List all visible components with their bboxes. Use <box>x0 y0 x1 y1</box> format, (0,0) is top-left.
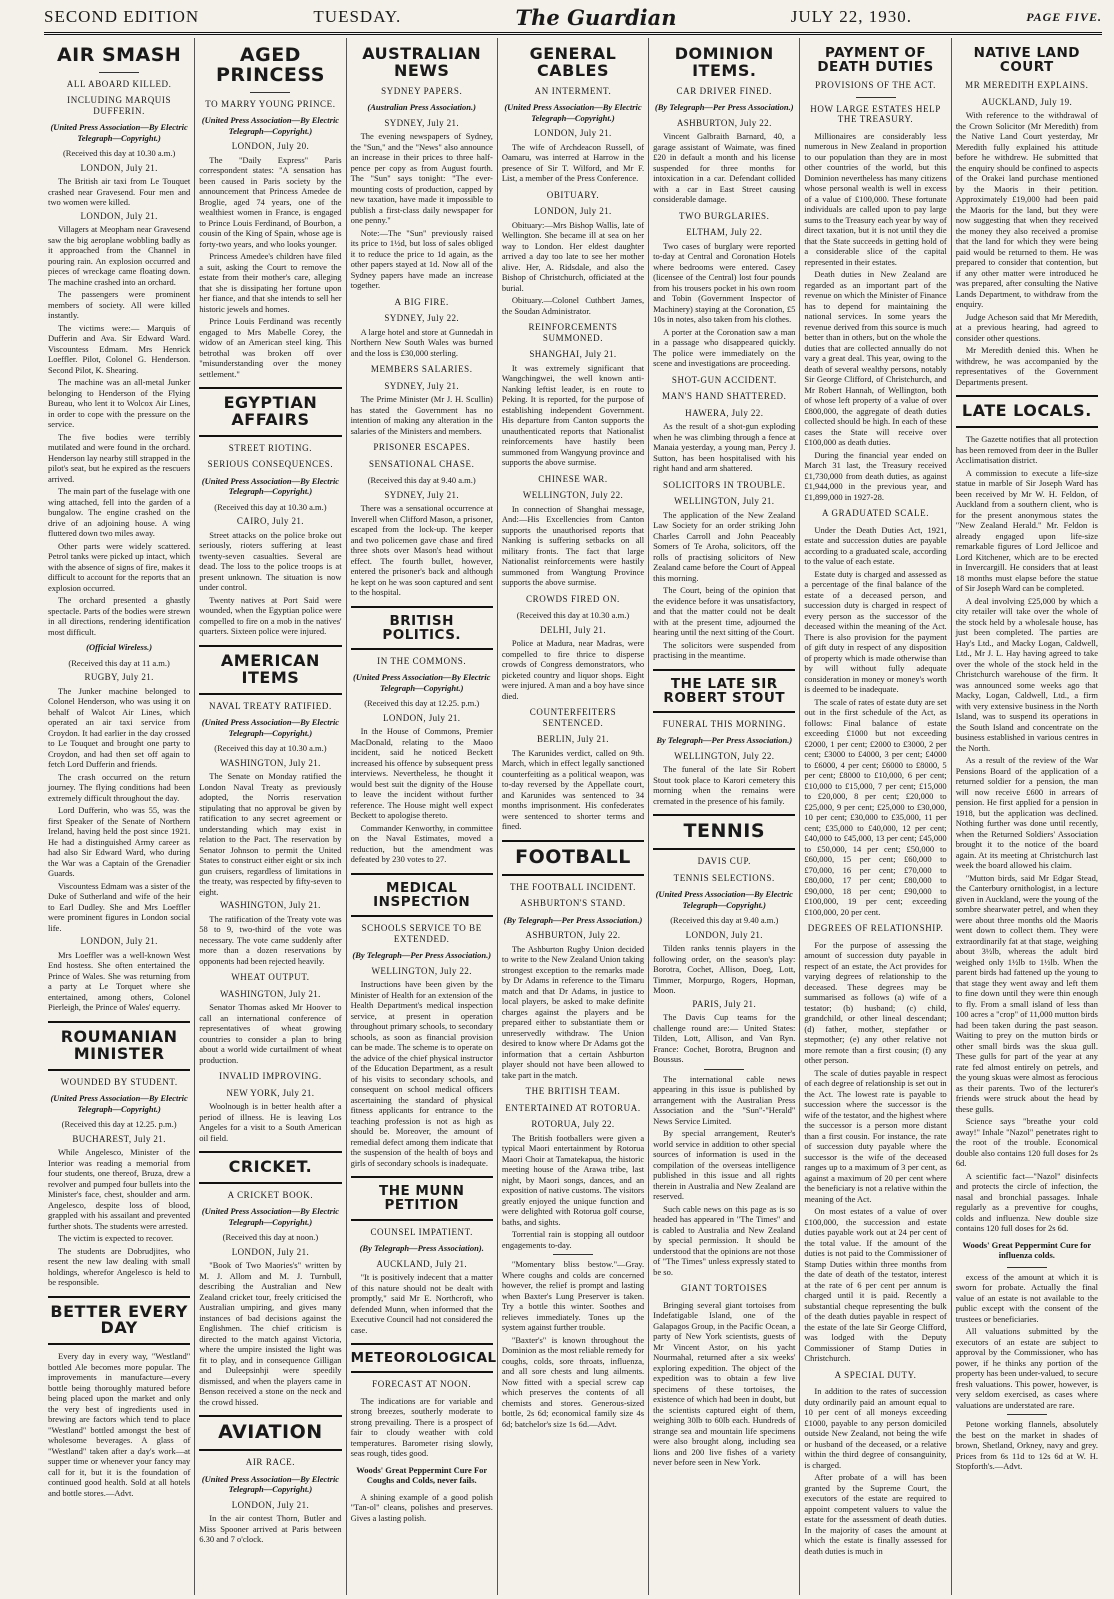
edition-label: SECOND EDITION <box>44 7 200 26</box>
subheading: FORECAST AT NOON. <box>372 1379 472 1390</box>
dateline: ASHBURTON, July 22. <box>676 117 772 128</box>
paragraph: A porter at the Coronation saw a man in a passage who disappeared quickly. The police were immediately on the scene and investigations are proceeding. <box>653 326 796 369</box>
paragraph: The scale of rates of estate duty are set out in the first schedule of the Act, as follows: Final balance of estate exceeding £1000 but not exceeding £2000, 1 per cent; £2000 to £3000, 2 per cent; £3000 to £4000, 3 per cent; £4000 to £6000, 4 per cent; £6000 to £8000, 5 per cent; £8000 to £10,000, 6 per cent; £10,000 to £15,000, 7 per cent; £15,000 to £20,000, 8 per cent; £20,000 to £25,000, 9 per cent; £25,000 to £30,000, 10 per cent; £30,000 to £35,000, 11 per cent; £35,000 to £40,000, 12 per cent; £40,000 to £45,000, 13 per cent; £45,000 to £50,000, 14 per cent; £50,000 to £60,000, 15 per cent; £60,000 to £70,000, 16 per cent; £70,000 to £80,000, 17 per cent; £80,000 to £90,000, 18 per cent; £90,000 to £100,000, 19 per cent; exceeding £100,000, 20 per cent. <box>804 696 947 917</box>
day-label: TUESDAY. <box>313 7 402 26</box>
dateline: SYDNEY, July 22. <box>384 313 460 324</box>
paragraph: In the House of Commons, Premier MacDonald, relating to the Maoo incident, said he noticed Beckett increased his offence by subsequent press interviews. Nevertheless, he thought it would best suit the dignity of the House to leave the incident without further reference. The House might well expect Beckett to apologise thereto. <box>350 726 493 821</box>
headline: MEDICAL INSPECTION <box>351 873 493 917</box>
credit-line: (United Press Association—By Electric Telegraph—Copyright.) <box>201 1473 340 1495</box>
subheading: ALL ABOARD KILLED. <box>66 78 172 89</box>
subheading: MEMBERS SALARIES. <box>370 364 473 375</box>
subheading: REINFORCEMENTS SUMMONED. <box>528 322 618 343</box>
dateline: LONDON, July 21. <box>231 1246 310 1257</box>
paragraph: The scale of duties payable in respect of each degree of relationship is set out in the Act. The lowest rate is payable to succession where the successor is the wife of the testator, and the highest where the successor is a person more distant than a first cousin. For instance, the rate of succession duty payable where the successor is the wife of the deceased ranges up to a maximum of 3 per cent, as against a maximum of 20 per cent where the beneficiary is not a relative within the meaning of the Act. <box>804 1067 947 1204</box>
dateline: CAIRO, July 21. <box>236 516 304 527</box>
credit-line: (United Press Association—By Electric Telegraph—Copyright.) <box>201 475 340 497</box>
paragraph: The wife of Archdeacon Russell, of Oamaru, was interred at Harrow in the presence of Sir T. Wilford, and Mr F. List, a member of the Press Conference. <box>501 141 645 184</box>
paragraph: The Senate on Monday ratified the London Naval Treaty as previously adopted, the Norris reservation stipulating that no approval be given by ratification to any secret agreement or understanding which may exist in relation to the Pact. The reservation by Senator Johnson to permit the United States to construct either eight or six inch gun cruisers, regardless of limitations in the treaty, was respected by fifty-seven to eight. <box>199 771 342 897</box>
headline: AIR SMASH <box>56 44 182 66</box>
paragraph: The victim is expected to recover. <box>58 1233 174 1244</box>
divider <box>99 72 139 73</box>
dateline: WASHINGTON, July 21. <box>220 988 321 999</box>
newspaper-title: The Guardian <box>515 4 677 30</box>
paragraph: During the financial year ended on March 31 last, the Treasury received £1,730,000 from death duties, as against £1,944,000 in the previous year, and £1,899,000 in 1927-28. <box>804 449 947 502</box>
dateline: BERLIN, July 21. <box>537 734 609 745</box>
paragraph: "Momentary bliss bestow."—Gray. Where coughs and colds are concerned however, the relief is prompt and lasting when Baxter's Lung Preserver is taken. Try a bottle this winter. Soothes and relieves immediately. Tones up the system against further trouble. <box>501 1259 645 1333</box>
paragraph: As a result of the review of the War Pensions Board of the application of a returned soldier for a pension, the man will now receive £600 in arrears of pension. He first applied for a pension in 1918, but the application was declined. Nothing further was done until recently, when the Returned Soldiers' Association brought it to the notice of the board again. At its meeting at Christchurch last week the board allowed his claim. <box>955 755 1098 871</box>
paragraph: Torrential rain is stopping all outdoor engagements to-day. <box>501 1229 645 1250</box>
dateline: SYDNEY, July 21. <box>384 489 460 500</box>
subheading: SOLICITORS IN TROUBLE. <box>662 479 786 490</box>
headline: AMERICAN ITEMS <box>199 645 341 695</box>
paragraph: The ratification of the Treaty vote was 58 to 9, two-third of the vote was necessary. The vote came suddenly after more than a dozen reservations by opponents had been rejected heavily. <box>199 913 342 966</box>
subheading: SENSATIONAL CHASE. <box>368 458 475 469</box>
paragraph: A commission to execute a life-size statue in marble of Sir Joseph Ward has been received by Mr W. H. Feldon, of Auckland from a southern client, who is for the present anonymous states the "New Zealand Herald." Mr. Feldon is already engaged upon life-size remarkable figures of Lord Jellicoe and Lord Kitchener, which are to be erected in Invercargill. He considers that at least 18 months must elapse before the statue of Sir Joseph Ward can be completed. <box>955 467 1098 594</box>
subheading: NAVAL TREATY RATIFIED. <box>209 700 332 711</box>
paragraph: The students are Dobrudjites, who resent the new law dealing with small holdings, wherefor Angelesco is held to be responsible. <box>48 1245 191 1288</box>
subheading: MR MEREDITH EXPLAINS. <box>965 80 1089 91</box>
paragraph: Woolnough is in better health after a period of illness. He is leaving Los Angeles for a visit to a South American oil field. <box>199 1101 342 1143</box>
paragraph: All valuations submitted by the executors of an estate are subject to approval by the Commissioner, who has power, if he thinks any portion of the property has been under-valued, to secure fresh valuations. This power, however, is very seldom exercised, as cases where valuations are understated are rare. <box>955 1326 1098 1410</box>
received-line: (Received this day at 11 a.m.) <box>68 657 170 668</box>
divider <box>856 97 896 98</box>
credit-line: (United Press Association—By Electric Telegraph—Copyright.) <box>201 717 340 738</box>
paragraph: While Angelesco, Minister of the Interior was reading a memorial from four students, one thereof, Bruza, drew a revolver and pumped four bullets into the Minister's face, chest, shoulder and arm. Angelesco, despite loss of blood, grappled with his assailant and prevented further shots. The students were arrested. <box>48 1147 191 1231</box>
paragraph: Commander Kenworthy, in committee on the Naval Estimates, moved a reduction, but the amendment was defeated by 230 votes to 27. <box>350 822 493 865</box>
paragraph: The Ashburton Rugby Union decided to write to the New Zealand Union taking strongest exception to the remarks made by Dr Adams in reference to the Timaru match and that Dr Adams, in justice to local players, be asked to make definite charges against the players and be prepared either to substantiate them or unreservedly withdraw. The Union desired to know where Dr Adams got the information that a certain Ashburton player should not have been allowed to take part in the match. <box>501 943 645 1080</box>
subheading: COUNSEL IMPATIENT. <box>370 1226 473 1237</box>
column-2 <box>194 38 345 1595</box>
subheading: PROVISIONS OF THE ACT. <box>815 80 936 91</box>
subheading: AIR RACE. <box>245 1457 296 1468</box>
paragraph: The application of the New Zealand Law Society for an order striking John Charles Carroll and John Peaceably Somers of Te Aroha, solicitors, off the rolls of practising solicitors of New Zealand came before the Court of Appeal this morning. <box>653 509 796 583</box>
paragraph: Mrs Loeffler was a well-known West End hostess. She often entertained the Prince of Wales. She was returning from a party at Le Torquet where she entertained, among others, Colonel Pierleigh, the Prince of Wales' equerry. <box>48 949 191 1013</box>
paragraph: Bringing several giant tortoises from Indefatigable Island, one of the Galapagos Group, in the Pacific Ocean, a party of New York scientists, guests of Mr Vincent Astor, on his yacht Nourmahal, returned after a six weeks' exploring expedition. The object of the expedition was to obtain a few live specimens of these tortoises, the existence of which had been in doubt, but the scientists captured eight of them, weighing 30lb to 60lb each. Hundreds of strange sea and mountain life specimens were also brought along, including sea lions and 200 live fishes of a variety never before seen in New York. <box>653 1299 796 1468</box>
subheading: INCLUDING MARQUIS DUFFERIN. <box>67 95 172 116</box>
subheading: SERIOUS CONSEQUENCES. <box>207 459 334 470</box>
credit-line: (United Press Association—By Electric Telegraph—Copyright.) <box>50 122 188 143</box>
paragraph: The passengers were prominent members of society. All were killed instantly. <box>48 289 191 321</box>
paragraph: The Gazette notifies that all protection has been removed from deer in the Buller Acclimatisation district. <box>955 434 1098 466</box>
divider <box>553 1254 593 1255</box>
received-line: (Received this day at 12.25. p.m.) <box>61 1119 177 1130</box>
subheading: A BIG FIRE. <box>394 296 449 307</box>
paragraph: Every day in every way, "Westland" bottled Ale becomes more popular. The improvements in manufacture—every bottle being thoroughly matured before being placed upon the market and only the very best of ingredients used in brewing are factors which tend to place "Westland" bottled amongst the best of wholesome beverages. A glass of "Westland" taken after a day's work—at supper time or whenever your fancy may call for it, but it is the foundation of continued good health. Sold at all hotels and bottle stores.—Advt. <box>48 1351 191 1498</box>
paragraph: Mr Meredith denied this. When he withdrew, he was accompanied by the representatives of the Government Departments present. <box>955 345 1098 387</box>
paragraph: A scientific fact—"Nazol" disinfects and protects the circle of infection, the nasal and bronchial passages. Inhale regularly as a preventive for coughs, colds and influenza. New double size contains 120 full doses for 2s 6d. <box>955 1170 1098 1234</box>
paragraph: Millionaires are considerably less numerous in New Zealand in proportion to our population than they are in most other countries of the world, but this Dominion nevertheless has many citizens whose personal wealth is well in excess of a value of £100,000. These fortunate individuals are called upon to pay large sums to the Treasury each year by way of direct taxation, but it is not until they die that the State succeeds in getting hold of a considerable slice of the capital represented in their estates. <box>804 130 947 267</box>
subheading: THE BRITISH TEAM. <box>525 1086 621 1097</box>
headline: BRITISH POLITICS. <box>351 606 493 650</box>
masthead <box>44 2 1102 35</box>
headline: TENNIS <box>653 814 795 850</box>
paragraph: A large hotel and store at Gunnedah in Northern New South Wales was burned and the loss is £30,000 sterling. <box>350 326 493 358</box>
headline: LATE LOCALS. <box>956 395 1098 428</box>
credit-line: (United Press Association—By Electric Telegraph—Copyright.) <box>504 102 642 123</box>
headline: AUSTRALIAN NEWS <box>362 44 482 80</box>
paragraph: As the result of a shot-gun exploding when he was climbing through a fence at Manaia yesterday, a young man, Percy J. Sutton, has been hospitalised with his right hand and arm shattered. <box>653 421 796 474</box>
date-label: JULY 22, 1930. <box>790 7 912 26</box>
paragraph: The crash occurred on the return journey. The flying conditions had been extremely difficult throughout the day. <box>48 771 191 803</box>
dateline: AUCKLAND, July 21. <box>376 1258 468 1269</box>
paragraph: The Prime Minister (Mr J. H. Scullin) has stated the Government has no intention of making any alteration in the salaries of the Ministers and members. <box>350 394 493 436</box>
subheading: STREET RIOTING. <box>228 442 313 453</box>
dateline: ASHBURTON, July 22. <box>525 930 621 941</box>
paragraph: The British air taxi from Le Touquet crashed near Gravesend. Four men and two women were killed. <box>48 176 191 208</box>
headline: GENERAL CABLES <box>529 44 617 80</box>
paragraph: The Junker machine belonged to Colonel Henderson, who was using it on behalf of Walcot Air Lines, which operated an air taxi service from Croydon. It had earlier in the day crossed to Le Touquet and brought one party to Croydon, and had then set off again to fetch Lord Dufferin and friends. <box>48 685 191 770</box>
paragraph: Tilden ranks tennis players in the following order, on the season's play: Borotra, Cochet, Allison, Doeg, Lott, Timmer, Morpurgo, Rogers, Hopman, Moon. <box>653 943 796 996</box>
credit-line: (United Press Association—By Electric Telegraph—Copyright.) <box>353 672 491 693</box>
credit-line: (United Press Association—By Electric Telegraph—Copyright.) <box>655 889 793 910</box>
paragraph: Estate duty is charged and assessed as a percentage of the final balance of the estate of a deceased person, and succession duty is charged in respect of every person as the successor of the deceased within the meaning of the Act. There is also provision for the payment of gift duty in respect of any disposition of property which is made otherwise than by will without fully adequate consideration in money or money's worth is deemed to be inadequate. <box>804 568 947 695</box>
paragraph: The indications are for variable and strong breezes, southerly moderate to strong prevailing. There is a prospect of fair to cloudy weather with cold temperatures. Barometer rising slowly, seas rough, tides good. <box>350 1395 493 1459</box>
paragraph: Obituary:—Mrs Bishop Wallis, late of Wellington. She became ill at sea on her way to London. Her eldest daughter arrived a day too late to see her mother alive. Her, A. Ridsdale, and also the Bishop of Christchurch, officiated at the burial. <box>501 219 645 293</box>
subheading: A SPECIAL DUTY. <box>834 1369 917 1380</box>
dateline: LONDON, July 21. <box>231 1499 310 1510</box>
paragraph: A deal involving £25,000 by which a city retailer will take over the whole of the stock held by a wholesale house, has just been completed. The parties are Hay's Ltd., and Macky Logan, Caldwell, Ltd., Mr J. L. Hay having agreed to take over the whole of the stock held in the Christchurch warehouse of the firm. It was announced some weeks ago that Macky, Logan, Caldwell, Ltd., a firm with very extensive business in the North Island, was to suspend its operations in the South Island and concentrate on the business established in various centres in the North. <box>955 595 1098 753</box>
column-1 <box>44 38 194 1595</box>
headline: ROUMANIAN MINISTER <box>48 1021 190 1071</box>
subheading: CAR DRIVER FINED. <box>676 85 772 96</box>
dateline: NEW YORK, July 21. <box>226 1087 315 1098</box>
paragraph: Police at Madura, near Madras, were compelled to fire thrice to disperse crowds of Congress demonstrators, who picketed country and liquor shops. Eight were injured. A man and a boy have since died. <box>501 638 645 701</box>
paragraph: Prince Louis Ferdinand was recently engaged to Mrs Mabelle Corey, the widow of an American steel king. This betrothal was broken off over "misunderstanding over the money settlement." <box>199 316 342 379</box>
dateline: ROTORUA, July 22. <box>531 1119 615 1130</box>
paragraph: Villagers at Meopham near Gravesend saw the big aeroplane wobbling badly as it approached from the Channel in pouring rain. An explosion occurred and pieces of wreckage came floating down. The machine crashed into an orchard. <box>48 224 191 287</box>
headline: CRICKET. <box>199 1151 341 1184</box>
credit-line: (By Telegraph—Per Press Association.) <box>654 102 794 113</box>
headline: METEOROLOGICAL <box>351 1343 493 1373</box>
dateline: LONDON, July 20. <box>231 141 310 152</box>
subheading: HOW LARGE ESTATES HELP THE TREASURY. <box>810 103 941 125</box>
paragraph: Princess Amedee's children have filed a suit, asking the Court to remove the estate from their mother's care, alleging that she is dissipating her fortune upon her fiance, and that she intends to sell her historic jewels and homes. <box>199 251 342 314</box>
paragraph: excess of the amount at which it is sworn for probate. Actually the final value of an estate is not available to the public except with the consent of the trustees or beneficiaries. <box>955 1271 1098 1324</box>
paragraph: Science says "breathe your cold away!" Inhale "Nazol" penetrates right to the root of the trouble. Economical double also contains 120 full doses for 2s 6d. <box>955 1116 1098 1169</box>
advertisement: Woods' Great Peppermint Cure For Coughs and Colds, never fails. <box>356 1464 488 1486</box>
credit-line: (United Press Association—By Electric Telegraph—Copyright.) <box>201 115 340 136</box>
subheading: OBITUARY. <box>546 189 600 200</box>
paragraph: The orchard presented a ghastly spectacle. Parts of the bodies were strewn in all directions, rendering identification most difficult. <box>48 595 191 637</box>
headline: AGED PRINCESS <box>215 44 325 86</box>
paragraph: Street attacks on the police broke out seriously, rioters suffering at least twenty-seven casualties. Several are dead. The loss to the police troops is at present unknown. The situation is now under control. <box>199 529 342 593</box>
paragraph: The machine was an all-metal Junker belonging to Henderson of the Flying Bureau, who lent it to Wolcox Air Lines, in order to cope with the pressure on the service. <box>48 377 191 430</box>
subheading: TO MARRY YOUNG PRINCE. <box>205 98 336 109</box>
dateline: LONDON, July 21. <box>685 929 763 940</box>
paragraph: "Mutton birds, said Mr Edgar Stead, the Canterbury ornithologist, in a lecture given in Auckland, were the young of the sombre shearwater petrel, and when they were about three months old the Maoris went down to collect them. They were extraordinarily fat at that stage, weighing about 3½lb, whereas the adult bird weighed only 1½lb to 1½lb. When the parent birds had fattened up the young to that stage they went away and left them to fine down until they were thin enough to fly. From a small island of less than 100 acres a "crop" of 11,000 mutton birds had been taken during the past season. Waiting to prey on the mutton birds or other small birds was the skua gull. These gulls for part of the year at any rate fed almost entirely on petrels, and the young skuas were almost as ferocious as their parents. Two of the lecturer's friends were struck about the head by these gulls. <box>955 872 1098 1114</box>
subheading: AN INTERMENT. <box>534 85 612 96</box>
paragraph: The victims were:— Marquis of Dufferin and Ava. Sir Edward Ward. Viscountess Edmam. Mrs Henrick Loeffler. Pilot, Colonel G. Henderson. Second Pilot, K. Shearing. <box>48 322 191 375</box>
paragraph: With reference to the withdrawal of the Crown Solicitor (Mr Meredith) from the Native Land Court yesterday, Mr Meredith fully explained his attitude before he withdrew. He submitted that the enquiry should be confined to aspects of the Orakei land purchase mentioned by the Maoris in their petition. Approximately £19,000 had been paid the Maoris for the land, but they were now suggesting that when they received the money they also received a promise that the land for which they were being paid would be returned to them. He was prepared to consider that contention, but if any other matter were introduced he was prepared, after consulting the Native Lands Department, to withdraw from the enquiry. <box>955 110 1098 310</box>
paragraph: Viscountess Edmam was a sister of the Duke of Sutherland and wife of the heir to Earl Dudley. She and Mrs Loeffler were prominent figures in London social life. <box>48 880 191 933</box>
paragraph: Judge Acheson said that Mr Meredith, at a previous hearing, had agreed to consider other questions. <box>955 311 1098 343</box>
paragraph: In connection of Shanghai message, And:—His Excellencies from Canton supports the unauthorised reports that Nanking is suffering setbacks on all military fronts. The fact that large Nationalist reinforcements were hastily summoned from Wangtung Province supports the above surmise. <box>501 503 645 588</box>
dateline: LONDON, July 21. <box>534 206 612 217</box>
subheading: WOUNDED BY STUDENT. <box>60 1076 178 1087</box>
received-line: (Received this day at 12.25. p.m.) <box>364 698 480 709</box>
paragraph: "Book of Two Maories's" written by M. J. Allom and M. J. Turnbull, describing the Australian and New Zealand cricket tour, freely criticised the Australian umpiring, and gives many instances of bad decisions against the Englishmen. The chief criticism is directed to the match against Victoria, where the umpire insisted the light was fit to play, and in consequence Gilligan and Duleepsinhji were speedily dismissed, and when the players came in Benson received a stone on the neck and the crowd hissed. <box>199 1260 342 1407</box>
paragraph: The Court, being of the opinion that the evidence before it was unsatisfactory, and that the matter could not be dealt with at the present time, adjourned the hearing until the next sitting of the Court. <box>653 585 796 638</box>
headline: BETTER EVERY DAY <box>48 1296 190 1346</box>
paragraph: Petone working flannels, absolutely the best on the market in shades of brown, Shetland, Orkney, navy and grey. Prices from 6s 11d to 12s 6d at W. H. Stopforth's.—Advt. <box>955 1419 1098 1472</box>
received-line: (Received this day at 10.30 a.m.) <box>214 501 327 512</box>
credit-line: (Official Wireless.) <box>86 642 153 653</box>
headline: FOOTBALL <box>502 840 644 876</box>
paragraph: The solicitors were suspended from practising in the meantime. <box>653 639 796 661</box>
credit-line: (By Telegraph—Press Association). <box>359 1243 484 1254</box>
paragraph: Note:—The "Sun" previously raised its price to 1½d, but loss of sales obliged it to reduce the price to 1d again, as the other papers stayed at 1d. Now all of the Sydney papers have made an increase together. <box>350 227 493 291</box>
paragraph: Lord Dufferin, who was 55, was the first Speaker of the Senate of Northern Ireland, having held the post since 1921. He had a distinguished Army career as had also Sir Edward Ward, who during the War was a Captain of the Grenadier Guards. <box>48 805 191 879</box>
headline: AVIATION <box>199 1415 341 1451</box>
paragraph: By special arrangement, Reuter's world service in addition to other special sources of information is used in the compilation of the overseas intelligence published in this issue and all rights therein in Australia and New Zealand are reserved. <box>653 1128 796 1202</box>
subheading: SHOT-GUN ACCIDENT. <box>671 374 777 385</box>
paragraph: The funeral of the late Sir Robert Stout took place to Karori cemetery this morning when the remains were cremated in the presence of his family. <box>653 764 796 806</box>
column-6 <box>799 38 950 1595</box>
subheading: PRISONER ESCAPES. <box>373 442 471 453</box>
paragraph: Twenty natives at Port Said were wounded, when the Egyptian police were compelled to fire on a mob in the natives' quarters. Sixteen police were injured. <box>199 594 342 637</box>
paragraph: In the air contest Thorn, Butler and Miss Spooner arrived at Paris between 6.30 and 7 o'clock. <box>199 1513 342 1545</box>
headline: THE LATE SIR ROBERT STOUT <box>653 669 795 713</box>
paragraph: For the purpose of assessing the amount of succession duty payable in respect of an estate, the Act provides for varying degrees of relationship to the deceased. These degrees may be summarised as follows (a) wife of a testator; (b) husband; (c) child, grandchild, or other lineal descendant; (d) father, mother, stepfather or stepmother; (e) any other relative not more remote than a first cousin; (f) any other person. <box>804 939 947 1066</box>
headline: NATIVE LAND COURT <box>973 45 1080 76</box>
subheading: A GRADUATED SCALE. <box>822 508 930 519</box>
received-line: (Received this day at 9.40 a.m.) <box>670 915 779 926</box>
dateline: ELTHAM, July 22. <box>686 227 763 238</box>
received-line: (Received this day at 10.30 a.m.) <box>62 148 176 159</box>
divider <box>704 1069 744 1070</box>
dateline: DELHI, July 21. <box>539 624 606 635</box>
dateline: WASHINGTON, July 21. <box>220 757 321 768</box>
columns <box>44 38 1102 1595</box>
dateline: SYDNEY, July 21. <box>384 117 460 128</box>
credit-line: (United Press Association—By Electric Telegraph—Copyright.) <box>201 1206 340 1227</box>
column-3 <box>346 38 497 1595</box>
divider <box>250 92 290 93</box>
dateline: WELLINGTON, July 22. <box>674 750 775 761</box>
subheading: CHINESE WAR. <box>538 473 608 484</box>
subheading: GIANT TORTOISES <box>680 1283 768 1294</box>
received-line: (Received this day at 10.30 a.m.) <box>214 743 327 754</box>
subheading: THE FOOTBALL INCIDENT. <box>510 881 636 892</box>
paragraph: Instructions have been given by the Minister of Health for an extension of the Health Department's medical inspection service, at present in operation throughout primary schools, to secondary schools, as soon as financial provision can be made. The scheme is to operate on the advice of the chief physical instructor of the Education Department, as a result of his visits to secondary schools, and consequent on school medical officers ascertaining the standard of physical fitness applicants for entrance to the teaching profession is not as high as should be. Moreover, the amount of remedial defect among them indicate that the suspension of the health of boys and girls of secondary schools is inadequate. <box>350 979 493 1168</box>
paragraph: The main part of the fuselage with one wing attached, fell into the garden of a bungalow. The engine crashed on the drive of an adjoining house. A wing fluttered down two miles away. <box>48 486 191 539</box>
subheading: IN THE COMMONS. <box>377 655 467 666</box>
subheading: ASHBURTON'S STAND. <box>520 898 626 909</box>
subheading: SCHOOLS SERVICE TO BE EXTENDED. <box>361 923 482 944</box>
column-5 <box>648 38 799 1595</box>
dateline: LONDON, July 21. <box>534 128 612 139</box>
subheading: A CRICKET BOOK. <box>227 1189 314 1200</box>
paragraph: "Baxter's" is known throughout the Dominion as the most reliable remedy for coughs, colds, sore throats, influenza, and all sore chests and lung ailments. Now fitted with a special screw cap which preserves the contents of all chemists and stores. Generous-sized bottle, 2s 6d; economical family size 4s 6d; batchelor's size 1s 6d.—Advt. <box>501 1334 645 1429</box>
credit-line: By Telegraph—Per Press Association.) <box>656 735 793 746</box>
paragraph: Death duties in New Zealand are regarded as an important part of the revenue on which the Minister of Finance has to depend for maintaining the national services. In some years the revenue derived from this source is much better than in others, but on the whole the duties that are collected annually do not vary a great deal. This year, owing to the death of several wealthy persons, notably Sir George Clifford, of Christchurch, and Mr Robert Hannah, of Wellington, both of whose left property of a value of over £800,000, the aggregate of death duties collected should be high. In each of these cases the State will receive over £100,000 as death duties. <box>804 269 947 448</box>
headline: PAYMENT OF DEATH DUTIES <box>817 45 934 76</box>
column-4 <box>497 38 648 1595</box>
headline: THE MUNN PETITION <box>351 1176 493 1220</box>
dateline: SHANGHAI, July 21. <box>529 349 617 360</box>
headline: DOMINION ITEMS. <box>674 44 774 80</box>
subheading: FUNERAL THIS MORNING. <box>662 718 786 729</box>
dateline: HAWERA, July 22. <box>685 407 764 418</box>
column-7 <box>951 38 1102 1595</box>
divider <box>1007 1267 1047 1268</box>
subheading: DEGREES OF RELATIONSHIP. <box>807 923 944 934</box>
received-line: (Received this day at 10.30 a.m.) <box>516 610 630 621</box>
paragraph: Under the Death Duties Act, 1921, estate and succession duties are payable according to a graduated scale, according to the value of each estate. <box>804 524 947 567</box>
advertisement: Woods' Great Peppermint Cure for influenza colds. <box>962 1239 1092 1261</box>
subheading: COUNTERFEITERS SENTENCED. <box>529 707 617 728</box>
page-number: PAGE FIVE. <box>1026 9 1102 24</box>
credit-line: (United Press Association—By Electric Telegraph—Copyright.) <box>50 1093 188 1114</box>
subheading: CROWDS FIRED ON. <box>526 593 620 604</box>
paragraph: After probate of a will has been granted by the Supreme Court, the executors of the estate are required to appoint competent valuers to value the estate for the assessment of death duties. In the majority of cases the amount at which the estate is finally assessed for death duties is much in <box>804 1472 947 1556</box>
dateline: LONDON, July 21. <box>80 210 158 221</box>
subheading: ENTERTAINED AT ROTORUA. <box>505 1102 641 1113</box>
paragraph: Senator Thomas asked Mr Hoover to call an international conference of representatives of wheat growing countries to consider a plan to bring about a world wide curtailment of wheat production. <box>199 1002 342 1065</box>
dateline: LONDON, July 21. <box>80 162 158 173</box>
received-line: (Received this day at noon.) <box>222 1232 319 1243</box>
dateline: WASHINGTON, July 21. <box>220 900 321 911</box>
dateline: WELLINGTON, July 21. <box>674 496 775 507</box>
dateline: PARIS, July 21. <box>692 998 757 1009</box>
paragraph: The Davis Cup teams for the challenge round are:— United States: Tilden, Lott, Allison, and Van Ryn. France: Cochet, Borotra, Brugnon and Boussus. <box>653 1012 796 1065</box>
paragraph: Vincent Galbraith Barnard, 40, a garage assistant of Waimate, was fined £20 in default a month and his license suspended for three months for intoxication in a car. Defendant collided with a car in East Street causing considerable damage. <box>653 131 796 205</box>
paragraph: The "Daily Express" Paris correspondent states: "A sensation has been caused in Paris society by the announcement that Princess Amedee de Broglie, aged 74 years, one of the wealthiest women in France, is engaged to Prince Louis Ferdinand, of Bourbon, a cousin of the King of Spain, whose age is forty-two years, and who looks younger. <box>199 154 342 249</box>
dateline: WELLINGTON, July 22. <box>371 965 472 976</box>
subheading: TWO BURGLARIES. <box>679 210 770 221</box>
paragraph: The five bodies were terribly mutilated and were found in the orchard. Henderson lay nearby still strapped in the pilot's seat, but he expired as the rescuers arrived. <box>48 431 191 484</box>
dateline: AUCKLAND, July 19. <box>981 96 1073 107</box>
paragraph: Two cases of burglary were reported to-day at Central and Coronation Hotels where bedrooms were entered. Casey (licensee of the Central) lost four pounds from his trousers pocket in his own room and Tobin (Government Inspector of Machinery) staying at the Coronation, £5 10s in notes, also taken from his clothes. <box>653 240 796 325</box>
paragraph: The international cable news appearing in this issue is published by arrangement with the Australian Press Association and the "Sun"-"Herald" News Service Limited. <box>653 1073 796 1126</box>
subheading: MAN'S HAND SHATTERED. <box>662 391 787 402</box>
paragraph: On most estates of a value of over £100,000, the succession and estate duties payable work out at 24 per cent of the total value. If the amount of the duties is not paid to the Commissioner of Stamp Duties within three months from the date of death of the testator, interest at the rate of 6 per cent per annum is charged until it is paid. Recently a substantial cheque representing the bulk of the death duties payable in respect of the estate of the late Sir George Clifford, was lodged with the Deputy Commissioner of Stamp Duties in Christchurch. <box>804 1206 947 1364</box>
subheading: TENNIS SELECTIONS. <box>673 872 775 883</box>
credit-line: (Australian Press Association.) <box>367 102 476 113</box>
paragraph: A shining example of a good polish "Tan-ol" cleans, polishes and preserves. Gives a lasting polish. <box>350 1491 493 1523</box>
paragraph: The British footballers were given a typical Maori entertainment by Rotorua Maori Choir at Tamatekapua, the historic meeting house of the Arawa tribe, last night, by Maori songs, dances, and an exposition of native customs. The visitors greatly enjoyed the unique function and were delighted with Rotorua golf course, baths, and sights. <box>501 1132 645 1227</box>
divider <box>1007 1414 1047 1415</box>
credit-line: (By Telegraph—Per Press Association.) <box>352 950 492 961</box>
paragraph: The Karunides verdict, called on 9th. March, which in effect legally sanctioned counterfeiting as a political weapon, was to-day reversed by the Appellate court, and Karunides was sentenced to 34 months imprisonment. His confederates were sentenced to shorter terms and fined. <box>501 747 645 832</box>
dateline: WELLINGTON, July 22. <box>522 490 624 501</box>
paragraph: Other parts were widely scattered. Petrol tanks were picked up intact, which with the absence of signs of fire, makes it difficult to account for the reports that an explosion occurred. <box>48 540 191 593</box>
paragraph: There was a sensational occurrence at Inverell when Clifford Mason, a prisoner, escaped from the lock-up. The keeper and two policemen gave chase and fired three shots over Mason's head without effect. The fourth bullet, however, entered the prisoner's back and although he kept on he was soon captured and sent to the hospital. <box>350 503 493 598</box>
headline: EGYPTIAN AFFAIRS <box>199 387 341 437</box>
received-line: (Received this day at 9.40 a.m.) <box>367 475 476 486</box>
dateline: LONDON, July 21. <box>383 712 461 723</box>
subheading: SYDNEY PAPERS. <box>381 85 463 96</box>
paragraph: "It is positively indecent that a matter of this nature should not be dealt with promptly," said Mr E. Northcroft, who defended Munn, when informed that the Executive Council had not considered the case. <box>350 1272 493 1335</box>
subheading: WHEAT OUTPUT. <box>231 972 310 983</box>
paragraph: It was extremely significant that Wangchingwei, the well known anti-Nanking leftist leader, is en route to Peking. It is reported, for the purpose of establishing independent Government. His departure from Canton supports the unauthenticated reports that Nationalist reinforcements have hastily been summoned from Wangyung province and supports the above surmise. <box>501 362 645 468</box>
dateline: LONDON, July 21. <box>80 936 158 947</box>
dateline: BUCHAREST, July 21. <box>72 1133 166 1144</box>
paragraph: In addition to the rates of succession duty ordinarily paid an amount equal to 10 per cent of all moneys exceeding £1000, payable to any person domiciled outside New Zealand, not being the wife or husband of the deceased, or a relative within the third degree of consanguinity, is charged. <box>804 1386 947 1470</box>
subheading: DAVIS CUP. <box>697 856 751 867</box>
dateline: RUGBY, July 21. <box>84 672 154 683</box>
paragraph: Obituary.—Colonel Cuthbert James, the Soudan Administrator. <box>501 295 645 316</box>
credit-line: (By Telegraph—Per Press Association.) <box>503 914 643 925</box>
dateline: SYDNEY, July 21. <box>384 380 460 391</box>
subheading: INVALID IMPROVING. <box>219 1071 322 1082</box>
paragraph: The evening newspapers of Sydney, the "Sun," and the "News" also announce an increase in their prices to three half-pence per copy as from August fourth. The "Sun" says tonight: "The ever-mounting costs of production, capped by new taxation, have made it impossible to publish a first-class daily newspaper for one penny." <box>350 131 493 226</box>
paragraph: Such cable news on this page as is so headed has appeared in "The Times" and is cabled to Australia and New Zealand by special permission. It should be understood that the opinions are not those of "The Times" unless expressly stated to be so. <box>653 1203 796 1277</box>
